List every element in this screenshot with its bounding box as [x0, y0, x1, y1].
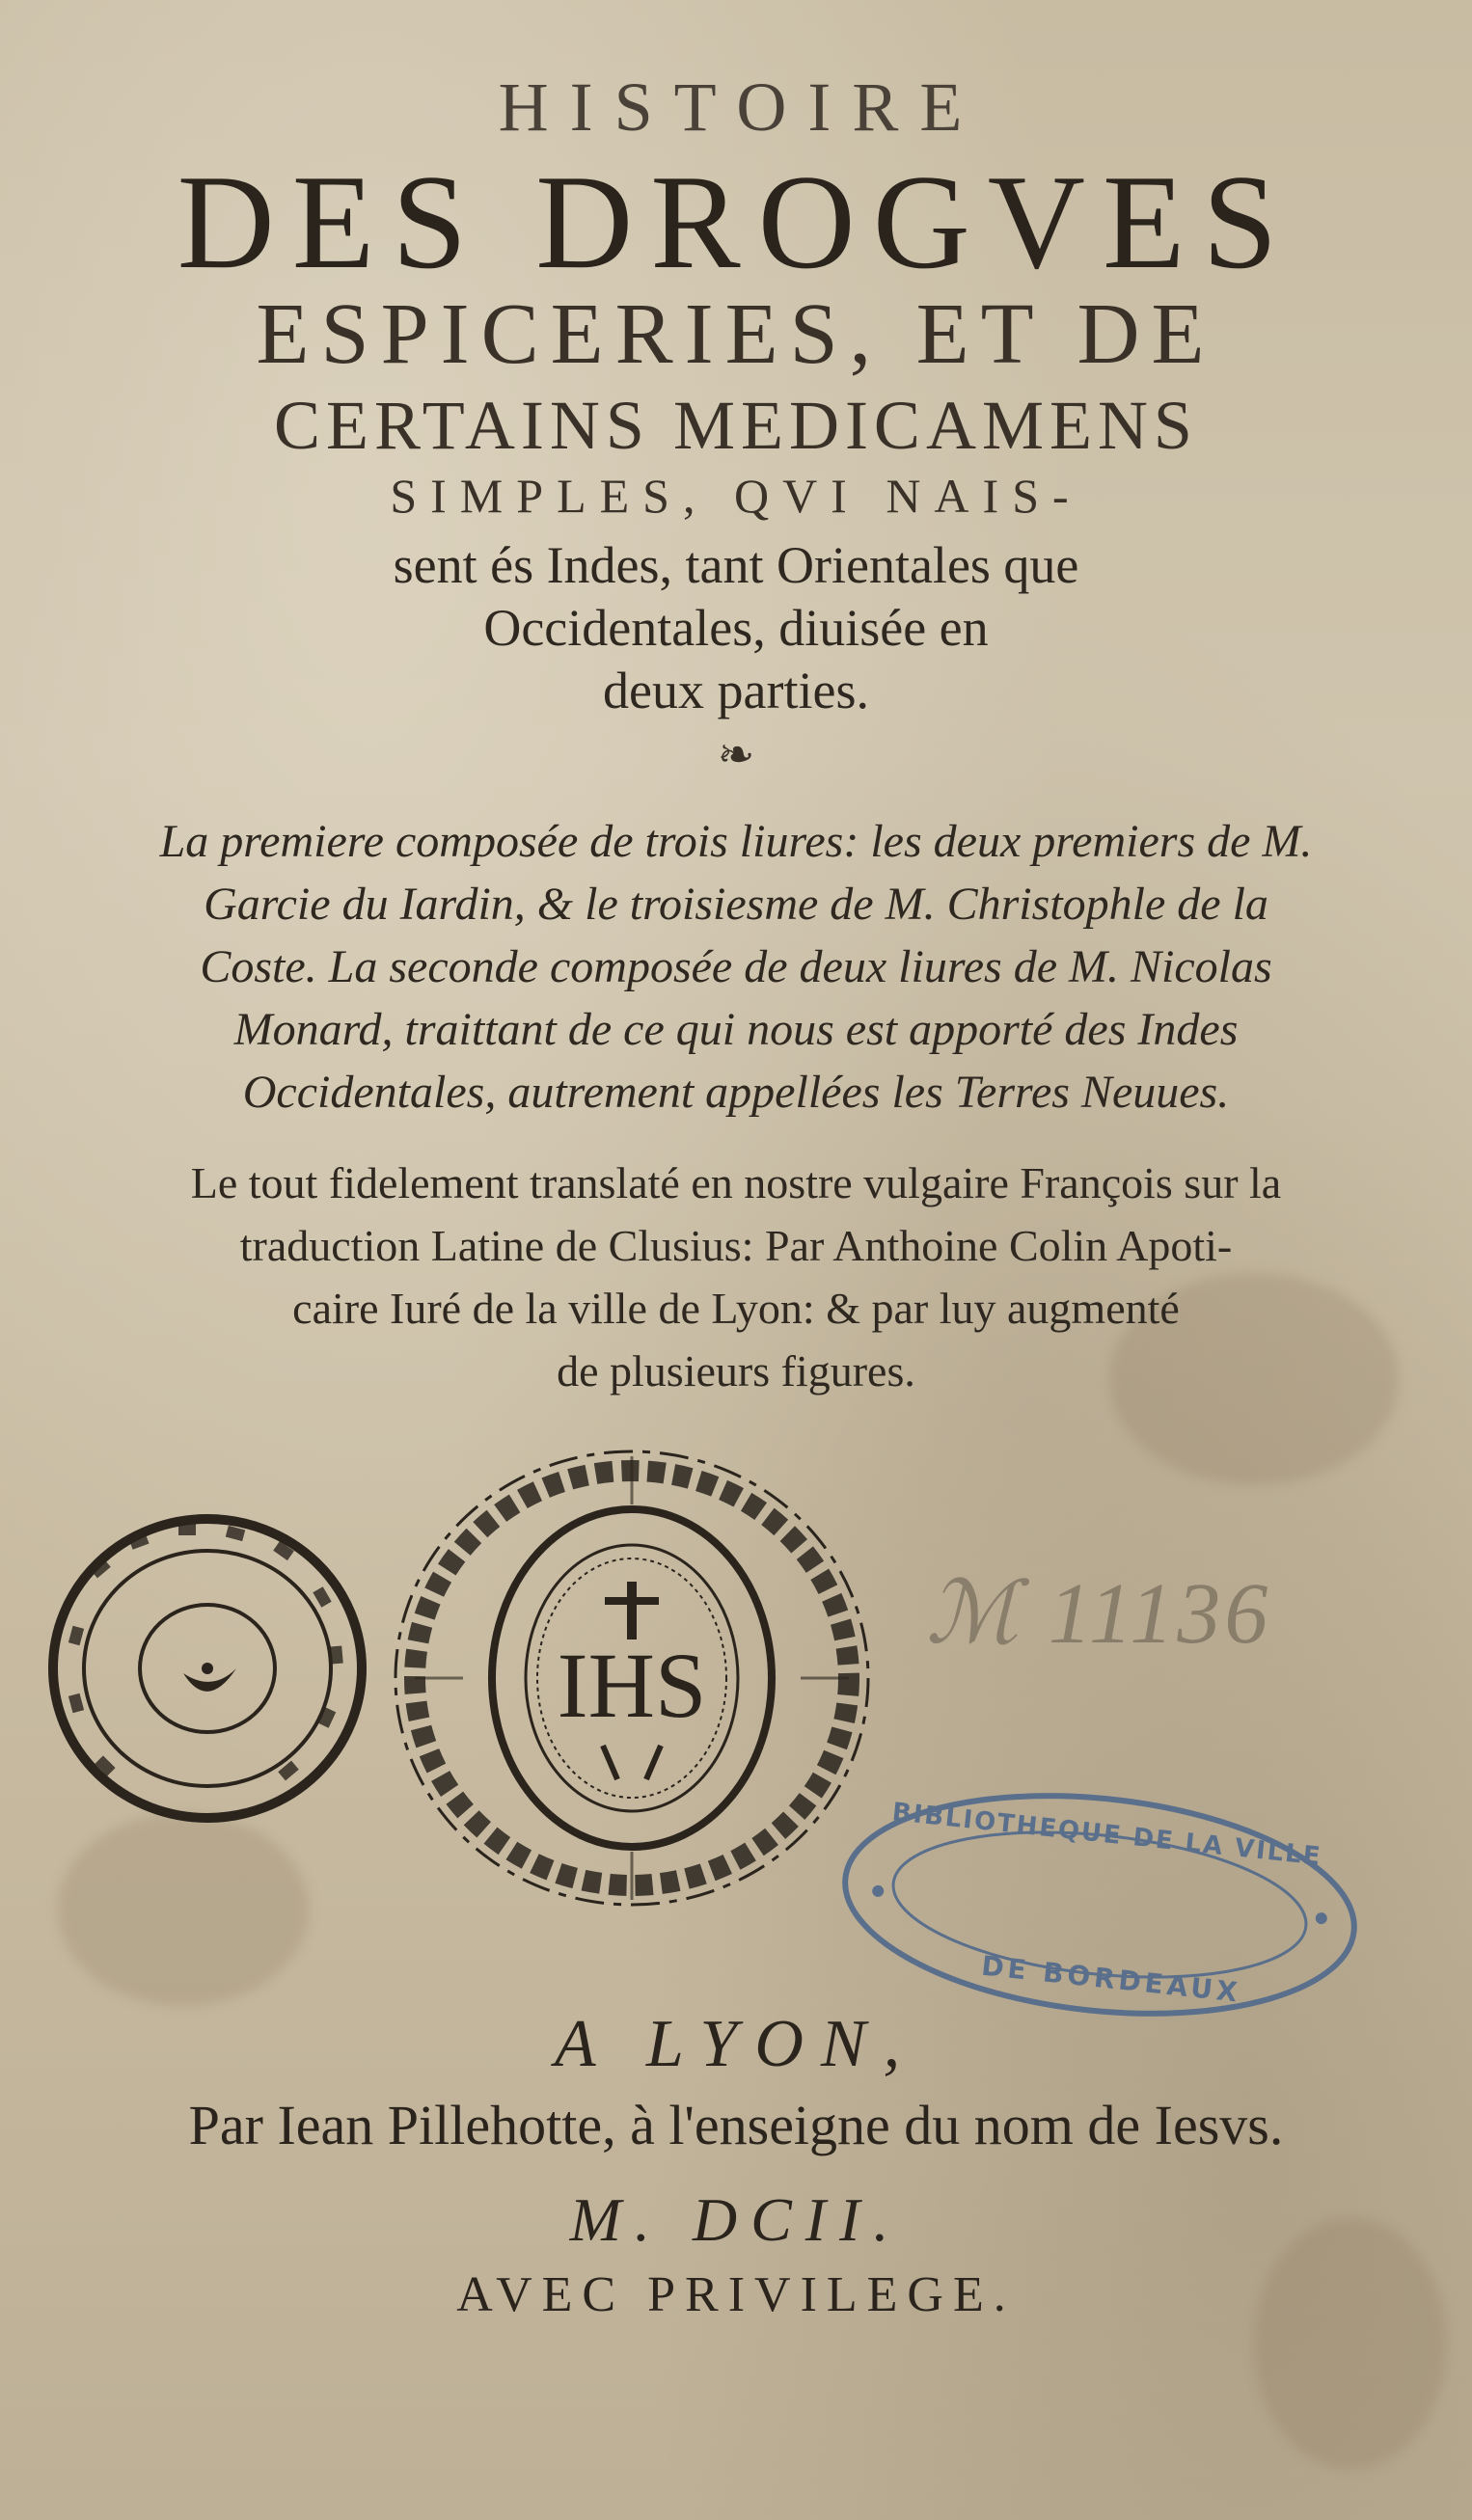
- description-line: Garcie du Iardin, & le troisiesme de M. Christophle de la: [204, 879, 1268, 930]
- stamp-text-bottom: DE BORDEAUX: [979, 1949, 1243, 2009]
- description-line: Occidentales, autrement appellées les Terres Neuues.: [242, 1067, 1230, 1118]
- imprint-city: A LYON,: [554, 2007, 918, 2081]
- library-stamp-left: [39, 1504, 376, 1832]
- translation-line: traduction Latine de Clusius: Par Anthoine Colin Apoti-: [239, 1221, 1233, 1270]
- title-line-simples: SIMPLES, QVI NAIS-: [390, 469, 1082, 523]
- imprint-privilege: AVEC PRIVILEGE.: [456, 2267, 1016, 2322]
- imprint-printer: Par Iean Pillehotte, à l'enseigne du nom de Iesvs.: [188, 2094, 1284, 2156]
- title-line-histoire: HISTOIRE: [498, 68, 984, 146]
- paper-stain: [1254, 2218, 1447, 2469]
- title-line-espiceries: ESPICERIES, ET DE: [256, 286, 1216, 382]
- title-line-indes: sent és Indes, tant Orientales que: [393, 536, 1079, 594]
- translation-line: de plusieurs figures.: [557, 1346, 915, 1395]
- ihs-monogram: IHS: [557, 1634, 707, 1737]
- description-line: Coste. La seconde composée de deux liures de M. Nicolas: [200, 941, 1272, 992]
- paper-stain: [58, 1813, 309, 2006]
- description-line: Monard, traittant de ce qui nous est apporté des Indes: [233, 1004, 1239, 1055]
- translation-line: caire Iuré de la ville de Lyon: & par luy augmenté: [292, 1284, 1180, 1333]
- imprint-date: M. DCII.: [569, 2185, 903, 2254]
- title-line-deux-parties: deux parties.: [603, 662, 869, 719]
- title-line-drogves: DES DROGVES: [177, 148, 1295, 297]
- description-line: La premiere composée de trois liures: les deux premiers de M.: [159, 816, 1313, 867]
- translation-line: Le tout fidelement translaté en nostre vulgaire François sur la: [190, 1158, 1282, 1207]
- stamp-text-top: BIBLIOTHEQUE DE LA VILLE: [890, 1798, 1323, 1872]
- library-stamp-right: [830, 1775, 1370, 2035]
- handwritten-shelfmark: ℳ 11136: [926, 1566, 1272, 1662]
- title-line-certains: CERTAINS MEDICAMENS: [274, 387, 1198, 464]
- printer-mark-ihs: [381, 1437, 883, 1919]
- title-line-occidentales: Occidentales, diuisée en: [483, 599, 989, 657]
- fleuron-ornament: ❧: [717, 730, 755, 779]
